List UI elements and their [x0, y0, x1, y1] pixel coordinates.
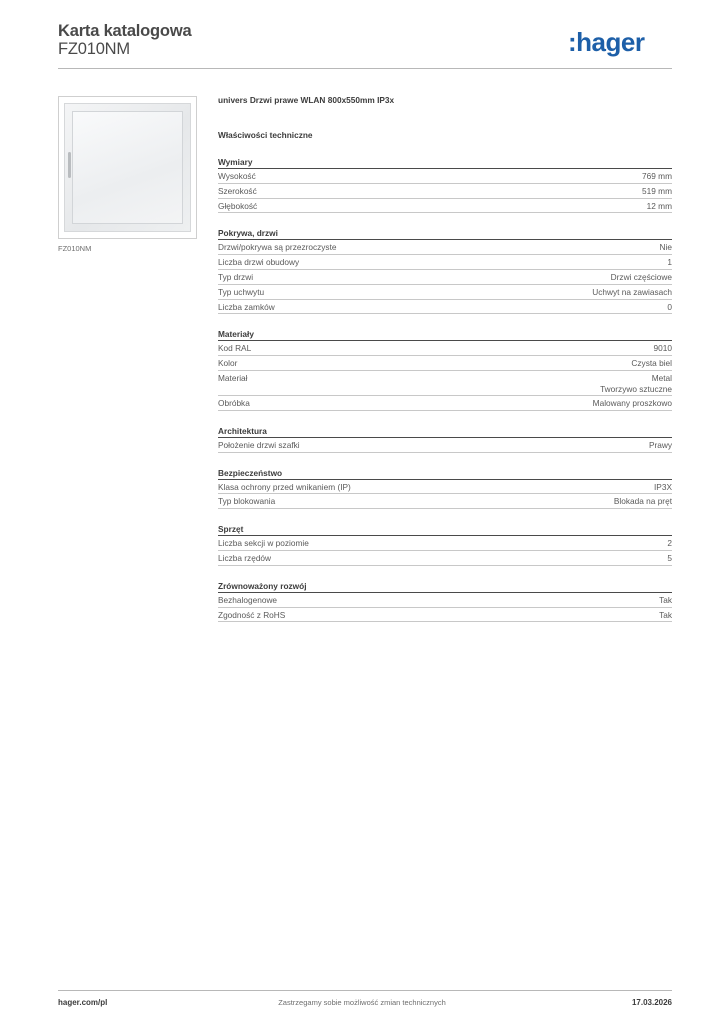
spec-label: Typ blokowania	[218, 496, 276, 507]
spec-row	[218, 255, 672, 270]
spec-section	[218, 580, 672, 623]
product-code: FZ010NM	[58, 40, 130, 58]
spec-value	[614, 496, 672, 507]
spec-row	[218, 285, 672, 300]
spec-row	[218, 184, 672, 199]
spec-value	[660, 242, 672, 253]
spec-row	[218, 341, 672, 356]
spec-section	[218, 328, 672, 410]
spec-value-text: Czysta biel	[631, 358, 672, 369]
hager-logo	[568, 29, 672, 57]
spec-value	[593, 398, 672, 409]
spec-sections	[218, 156, 672, 622]
spec-value-text: 5	[667, 552, 672, 563]
spec-label: Typ uchwytu	[218, 286, 265, 297]
spec-value-text: 0	[667, 301, 672, 312]
spec-value	[647, 201, 672, 212]
section-title: Wymiary	[218, 156, 672, 169]
spec-label: Położenie drzwi szafki	[218, 439, 300, 450]
spec-value-text: 519 mm	[642, 185, 672, 196]
section-title: Architektura	[218, 425, 672, 438]
spec-label: Materiał	[218, 372, 248, 383]
spec-value-text: Malowany proszkowo	[592, 397, 672, 408]
spec-row	[218, 593, 672, 608]
product-description: univers Drzwi prawe WLAN 800x550mm IP3x	[218, 95, 395, 105]
logo-text: :hager	[568, 29, 645, 57]
spec-value-text: 12 mm	[646, 200, 672, 211]
footer-date: 17.03.2026	[631, 998, 672, 1007]
spec-row	[218, 480, 672, 495]
spec-value	[642, 186, 672, 197]
section-title: Pokrywa, drzwi	[218, 227, 672, 240]
spec-value	[667, 302, 672, 313]
product-image	[58, 96, 197, 239]
spec-value-text: Uchwyt na zawiasach	[592, 286, 672, 297]
spec-section	[218, 523, 672, 566]
spec-label: Klasa ochrony przed wnikaniem (IP)	[218, 481, 351, 492]
image-caption: FZ010NM	[58, 244, 92, 253]
spec-value	[600, 373, 672, 395]
spec-value-text: Nie	[659, 242, 672, 253]
section-title: Zrównoważony rozwój	[218, 580, 672, 593]
spec-value	[667, 538, 672, 549]
footer-website[interactable]: hager.com/pl	[58, 998, 108, 1007]
door-window	[72, 111, 183, 224]
technical-properties-heading: Właściwości techniczne	[218, 130, 313, 140]
spec-value	[667, 257, 672, 268]
page-header	[58, 20, 672, 70]
document-title: Karta katalogowa	[58, 22, 192, 40]
spec-value	[667, 553, 672, 564]
spec-value	[611, 272, 672, 283]
spec-row	[218, 396, 672, 411]
spec-section	[218, 467, 672, 510]
spec-value	[654, 482, 672, 493]
spec-row	[218, 551, 672, 566]
header-divider	[58, 68, 672, 69]
spec-label: Liczba rzędów	[218, 552, 272, 563]
spec-row	[218, 608, 672, 623]
spec-value-text: Blokada na pręt	[613, 496, 672, 507]
spec-value-text: Drzwi częściowe	[610, 271, 672, 282]
spec-value-text: 2	[667, 538, 672, 549]
footer-disclaimer: Zastrzegamy sobie możliwość zmian technicznych	[278, 998, 446, 1007]
spec-value-text: 1	[667, 257, 672, 268]
spec-value-text: 9010	[653, 343, 672, 354]
spec-row	[218, 240, 672, 255]
footer-divider	[58, 990, 672, 991]
spec-row	[218, 356, 672, 371]
spec-value	[642, 171, 672, 182]
spec-value	[592, 287, 672, 298]
section-title: Bezpieczeństwo	[218, 467, 672, 480]
spec-section	[218, 156, 672, 213]
spec-label: Bezhalogenowe	[218, 594, 278, 605]
spec-row	[218, 536, 672, 551]
spec-row	[218, 371, 672, 396]
spec-value-text: 769 mm	[642, 171, 672, 181]
spec-value	[649, 440, 672, 451]
section-title: Sprzęt	[218, 523, 672, 536]
spec-label: Liczba drzwi obudowy	[218, 257, 300, 268]
section-title: Materiały	[218, 328, 672, 341]
spec-value-text: Tak	[659, 594, 672, 605]
door-panel-image	[64, 103, 191, 232]
spec-value-text: IP3X	[654, 481, 672, 492]
spec-label: Liczba zamków	[218, 301, 275, 312]
spec-value-text: Metal	[651, 372, 672, 383]
spec-row	[218, 494, 672, 509]
spec-value-text: Prawy	[648, 439, 672, 450]
spec-label: Drzwi/pokrywa są przezroczyste	[218, 242, 337, 253]
spec-label: Głębokość	[218, 200, 258, 211]
spec-label: Typ drzwi	[218, 271, 254, 282]
spec-section	[218, 425, 672, 453]
spec-label: Liczba sekcji w poziomie	[218, 538, 309, 549]
spec-label: Obróbka	[218, 397, 250, 408]
spec-row	[218, 300, 672, 315]
spec-label: Wysokość	[218, 171, 256, 181]
spec-label: Zgodność z RoHS	[218, 609, 286, 620]
spec-value	[631, 358, 672, 369]
spec-row	[218, 270, 672, 285]
spec-value	[654, 343, 672, 354]
spec-row	[218, 438, 672, 453]
spec-content	[218, 95, 672, 622]
spec-row	[218, 169, 672, 184]
spec-label: Szerokość	[218, 185, 257, 196]
spec-label: Kolor	[218, 358, 238, 369]
spec-value	[659, 610, 672, 621]
spec-label: Kod RAL	[218, 343, 252, 354]
spec-row	[218, 199, 672, 214]
spec-value-text: Tak	[659, 609, 672, 620]
door-handle-icon	[68, 152, 71, 178]
spec-value-text-secondary: Tworzywo sztuczne	[600, 383, 672, 394]
spec-value	[659, 595, 672, 606]
spec-section	[218, 227, 672, 314]
